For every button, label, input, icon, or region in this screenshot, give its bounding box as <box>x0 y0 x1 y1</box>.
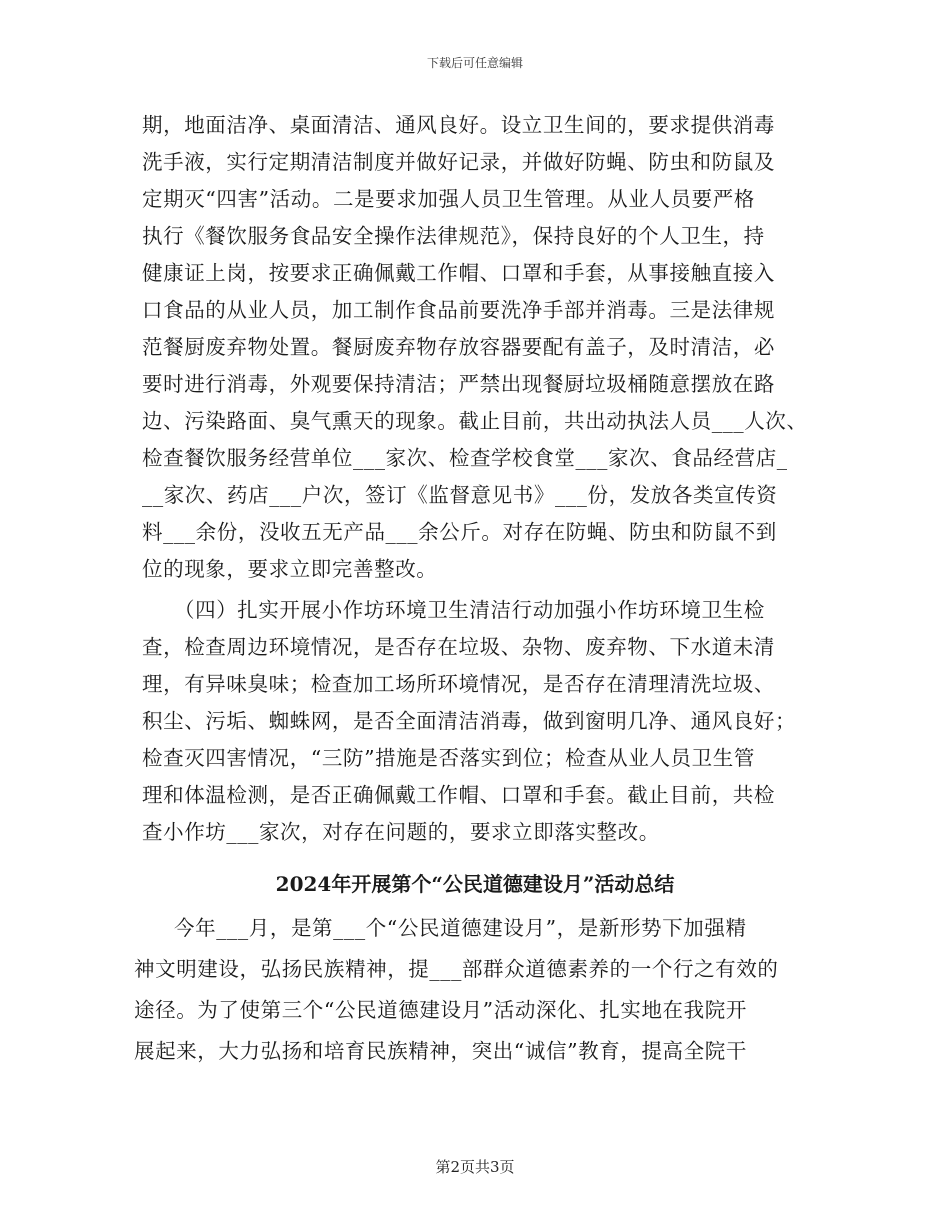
paragraph-line: 边、污染路面、臭气熏天的现象。截止目前，共出动执法人员___人次、 <box>142 409 808 433</box>
paragraph-line: 位的现象，要求立即完善整改。 <box>142 557 438 581</box>
paragraph-line: 理和体温检测，是否正确佩戴工作帽、口罩和手套。截止目前，共检 <box>142 783 775 807</box>
paragraph-line: 要时进行消毒，外观要保持清洁；严禁出现餐厨垃圾桶随意摆放在路 <box>142 372 775 396</box>
paragraph-line: 范餐厨废弃物处置。餐厨废弃物存放容器要配有盖子，及时清洁，必 <box>142 335 775 359</box>
article-title: 2024年开展第个“公民道德建设月”活动总结 <box>275 872 675 896</box>
paragraph-line: 健康证上岗，按要求正确佩戴工作帽、口罩和手套，从事接触直接入 <box>142 261 775 285</box>
page-number: 第2页共3页 <box>435 1158 515 1176</box>
paragraph-line: 理，有异味臭味；检查加工场所环境情况，是否存在清理清洗垃圾、 <box>142 672 775 696</box>
paragraph-line: 期，地面洁净、桌面清洁、通风良好。设立卫生间的，要求提供消毒 <box>142 113 775 137</box>
paragraph-line: 口食品的从业人员，加工制作食品前要洗净手部并消毒。三是法律规 <box>142 298 775 322</box>
paragraph-line: 展起来，大力弘扬和培育民族精神，突出“诚信”教育，提高全院干 <box>134 1039 747 1063</box>
paragraph-line: 神文明建设，弘扬民族精神，提___部群众道德素养的一个行之有效的 <box>134 957 779 981</box>
paragraph-line: 查小作坊___家次，对存在问题的，要求立即落实整改。 <box>142 820 660 844</box>
paragraph-line: __家次、药店___户次，签订《监督意见书》___份，发放各类宣传资 <box>142 483 778 507</box>
paragraph-line: 洗手液，实行定期清洁制度并做好记录，并做好防蝇、防虫和防鼠及 <box>142 150 775 174</box>
paragraph-line: 积尘、污垢、蜘蛛网，是否全面清洁消毒，做到窗明几净、通风良好； <box>142 709 797 733</box>
paragraph-line: 定期灭“四害”活动。二是要求加强人员卫生管理。从业人员要严格 <box>142 187 755 211</box>
paragraph-line: （四）扎实开展小作坊环境卫生清洁行动加强小作坊环境卫生检 <box>174 598 765 622</box>
paragraph-line: 检查灭四害情况，“三防”措施是否落实到位；检查从业人员卫生管 <box>142 746 755 770</box>
paragraph-line: 执行《餐饮服务食品安全操作法律规范》，保持良好的个人卫生，持 <box>142 224 765 248</box>
page-header: 下载后可任意编辑 <box>426 56 523 70</box>
paragraph-line: 途径。为了使第三个“公民道德建设月”活动深化、扎实地在我院开 <box>134 998 747 1022</box>
paragraph-line: 查，检查周边环境情况，是否存在垃圾、杂物、废弃物、下水道未清 <box>142 635 775 659</box>
paragraph-line: 料___余份，没收五无产品___余公斤。对存在防蝇、防虫和防鼠不到 <box>142 520 777 544</box>
paragraph-line: 今年___月，是第___个“公民道德建设月”，是新形势下加强精 <box>174 916 747 940</box>
paragraph-line: 检查餐饮服务经营单位___家次、检查学校食堂___家次、食品经营店_ <box>142 446 788 470</box>
